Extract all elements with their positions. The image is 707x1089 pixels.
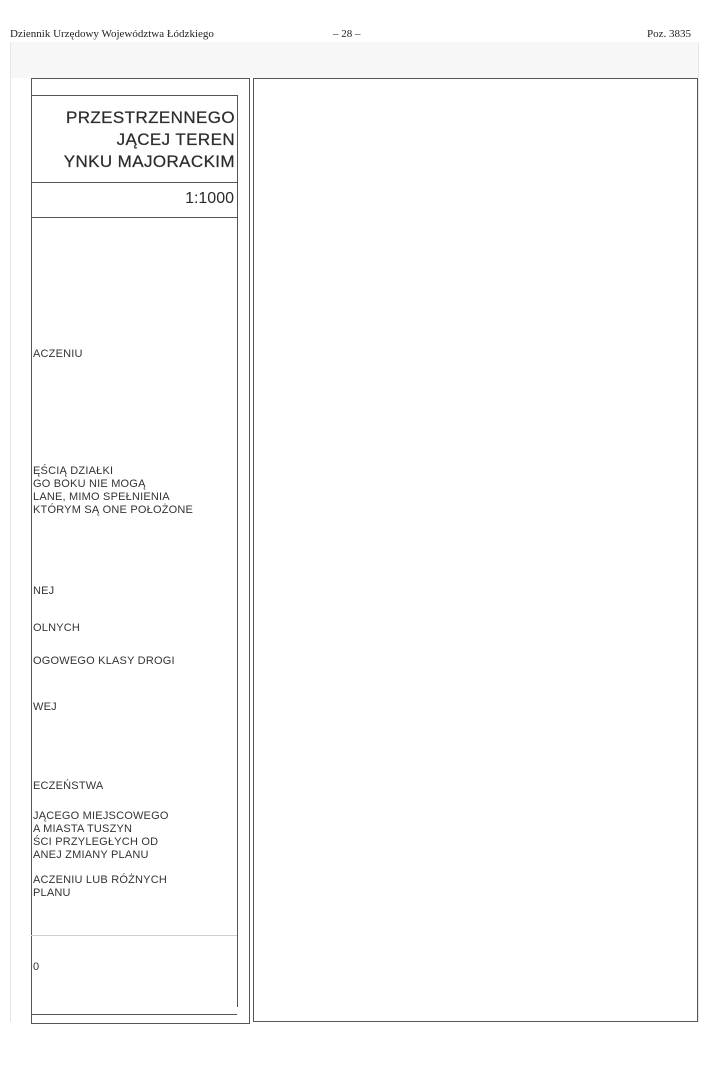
legend-item-8-line-1: JĄCEGO MIEJSCOWEGO	[33, 810, 169, 822]
legend-item-7-line-1: ECZEŃSTWA	[33, 780, 104, 792]
journal-title: Dziennik Urzędowy Województwa Łódzkiego	[10, 28, 214, 40]
page-number: – 28 –	[333, 28, 361, 40]
plan-title-line-1: PRZESTRZENNEGO	[65, 108, 235, 127]
plan-scale: 1:1000	[185, 190, 234, 207]
legend-item-3-line-1: NEJ	[33, 585, 55, 597]
plan-title-line-3: YNKU MAJORACKIM	[63, 152, 235, 171]
legend-column	[31, 78, 250, 1024]
legend-item-1-line-1: ACZENIU	[33, 348, 83, 360]
map-frame	[253, 78, 698, 1022]
legend-item-2-line-1: ĘŚCIĄ DZIAŁKI	[33, 465, 114, 477]
scale-box	[31, 181, 238, 218]
legend-bottom-line	[31, 1014, 237, 1015]
legend-item-8-line-3: ŚCI PRZYLEGŁYCH OD	[33, 836, 159, 848]
sheet-top-band	[11, 42, 698, 78]
scanned-map-sheet	[10, 42, 699, 1022]
legend-item-8-line-2: A MIASTA TUSZYN	[33, 823, 133, 835]
legend-item-2-line-2: GO BOKU NIE MOGĄ	[33, 478, 146, 490]
legend-item-4-line-1: OLNYCH	[33, 622, 81, 634]
page-header	[0, 26, 707, 42]
legend-item-6-line-1: WEJ	[33, 701, 57, 713]
legend-item-2-line-4: KTÓRYM SĄ ONE POŁOŻONE	[33, 504, 194, 516]
legend-item-9-line-2: PLANU	[33, 887, 71, 899]
legend-item-10-line-1: 0	[33, 961, 40, 973]
legend-body	[31, 217, 238, 1007]
legend-divider	[31, 935, 237, 936]
plan-title-line-2: JĄCEJ TEREN	[116, 130, 235, 149]
legend-item-9-line-1: ACZENIU LUB RÓŻNYCH	[33, 874, 167, 886]
legend-item-2-line-3: LANE, MIMO SPEŁNIENIA	[33, 491, 170, 503]
legend-item-5-line-1: OGOWEGO KLASY DROGI	[33, 655, 175, 667]
position-number: Poz. 3835	[647, 28, 691, 40]
legend-item-8-line-4: ANEJ ZMIANY PLANU	[33, 849, 149, 861]
plan-title-box	[31, 95, 238, 183]
